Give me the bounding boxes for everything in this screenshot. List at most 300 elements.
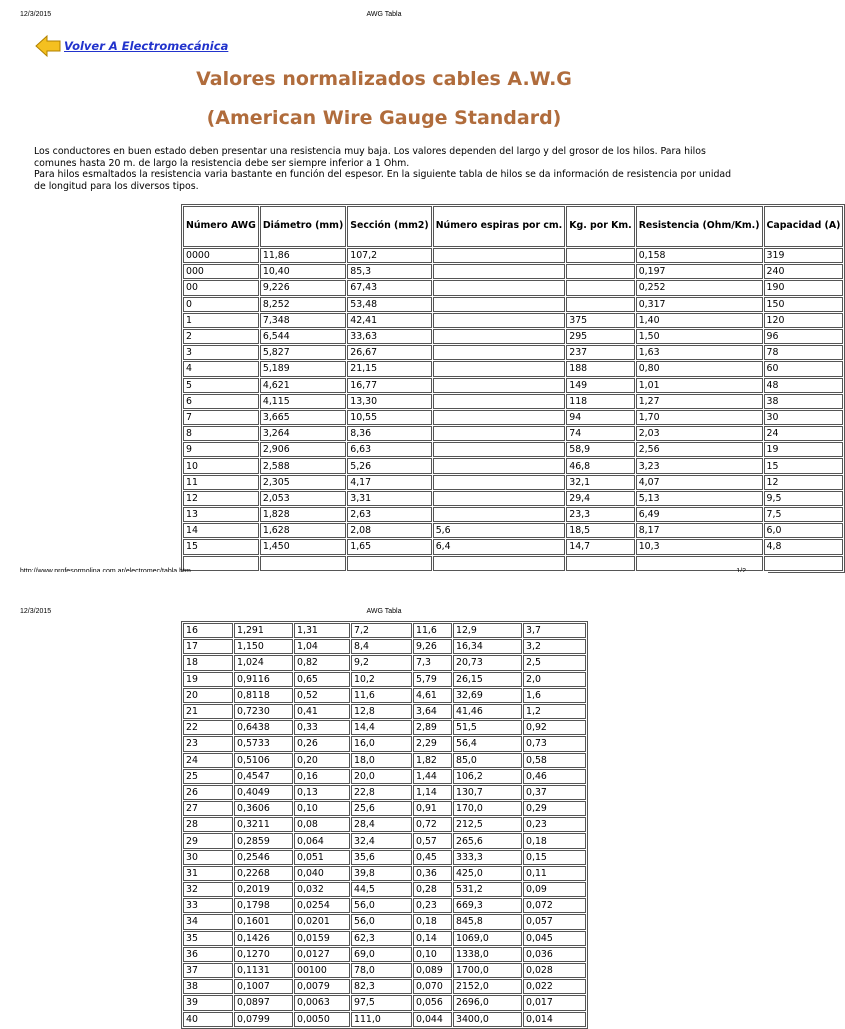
table-cell: 8,4 xyxy=(351,639,412,654)
table-cell: 22,8 xyxy=(351,785,412,800)
header-numero-awg: Número AWG xyxy=(183,206,259,247)
table-cell: 0,0201 xyxy=(294,914,350,929)
awg-table-part-2 xyxy=(181,621,588,1029)
table-cell: 25 xyxy=(183,769,233,784)
table-cell: 0,91 xyxy=(413,801,452,816)
table-cell: 19 xyxy=(764,442,844,457)
table-cell: 56,0 xyxy=(351,898,412,913)
table-row xyxy=(183,523,843,538)
table-row xyxy=(183,914,586,929)
table-cell: 0,52 xyxy=(294,688,350,703)
table-cell: 39,8 xyxy=(351,866,412,881)
header-espiras: Número espiras por cm. xyxy=(433,206,566,247)
table-cell: 9,26 xyxy=(413,639,452,654)
table-row xyxy=(183,655,586,670)
table-cell: 1,14 xyxy=(413,785,452,800)
table-cell xyxy=(764,556,844,571)
table-cell: 7,348 xyxy=(260,313,346,328)
table-cell xyxy=(566,297,634,312)
table-cell: 0,1270 xyxy=(234,947,293,962)
table-row xyxy=(183,979,586,994)
table-cell: 0,014 xyxy=(523,1012,586,1027)
table-cell: 23,3 xyxy=(566,507,634,522)
back-link-label[interactable]: Volver A Electromecánica xyxy=(64,39,229,53)
table-cell: 35 xyxy=(183,931,233,946)
table-cell: 1,150 xyxy=(234,639,293,654)
table-cell: 0,2268 xyxy=(234,866,293,881)
table-cell: 3,665 xyxy=(260,410,346,425)
table-cell: 24 xyxy=(764,426,844,441)
header-capacidad: Capacidad (A) xyxy=(764,206,844,247)
table-cell: 1,44 xyxy=(413,769,452,784)
table-cell: 12,9 xyxy=(453,623,522,638)
table-cell xyxy=(566,248,634,263)
table-row xyxy=(183,866,586,881)
table-cell: 0,46 xyxy=(523,769,586,784)
table-cell: 38 xyxy=(183,979,233,994)
table-row xyxy=(183,297,843,312)
table-cell: 0,26 xyxy=(294,736,350,751)
table-cell: 1,63 xyxy=(636,345,763,360)
table-cell: 0,0050 xyxy=(294,1012,350,1027)
table-cell: 4,07 xyxy=(636,475,763,490)
table-cell: 10,3 xyxy=(636,539,763,554)
table-cell: 20,73 xyxy=(453,655,522,670)
table-cell: 0,051 xyxy=(294,850,350,865)
table-cell: 38 xyxy=(764,394,844,409)
table-cell: 26 xyxy=(183,785,233,800)
table-cell: 0,0897 xyxy=(234,995,293,1010)
table-cell: 46,8 xyxy=(566,458,634,473)
table-cell xyxy=(433,442,566,457)
table-cell xyxy=(433,491,566,506)
table-cell: 150 xyxy=(764,297,844,312)
table-cell: 0,1131 xyxy=(234,963,293,978)
table-cell: 15 xyxy=(183,539,259,554)
table-cell: 2696,0 xyxy=(453,995,522,1010)
table-cell: 20 xyxy=(183,688,233,703)
table-cell: 2 xyxy=(183,329,259,344)
table-cell: 10,55 xyxy=(347,410,431,425)
table-row xyxy=(183,639,586,654)
table-cell: 0,58 xyxy=(523,753,586,768)
table-cell: 4 xyxy=(183,361,259,376)
print-date-2: 12/3/2015 xyxy=(20,608,52,615)
table-cell: 5,6 xyxy=(433,523,566,538)
table-cell: 0,20 xyxy=(294,753,350,768)
table-cell: 149 xyxy=(566,378,634,393)
table-cell: 106,2 xyxy=(453,769,522,784)
table-row xyxy=(183,1012,586,1027)
table-cell: 0,9116 xyxy=(234,672,293,687)
table-cell: 0,23 xyxy=(523,817,586,832)
table-row xyxy=(183,817,586,832)
table-cell: 23 xyxy=(183,736,233,751)
table-cell: 82,3 xyxy=(351,979,412,994)
table-cell: 1,291 xyxy=(234,623,293,638)
table-row xyxy=(183,426,843,441)
table-cell: 16 xyxy=(183,623,233,638)
table-cell: 11,6 xyxy=(413,623,452,638)
table-cell: 11,86 xyxy=(260,248,346,263)
table-cell: 13,30 xyxy=(347,394,431,409)
table-cell: 0,158 xyxy=(636,248,763,263)
table-row xyxy=(183,931,586,946)
table-cell: 0,8118 xyxy=(234,688,293,703)
table-cell: 22 xyxy=(183,720,233,735)
table-cell: 0,1426 xyxy=(234,931,293,946)
table-cell: 0,028 xyxy=(523,963,586,978)
table-cell: 0,28 xyxy=(413,882,452,897)
table-cell: 5 xyxy=(183,378,259,393)
table-row xyxy=(183,345,843,360)
table-cell: 0,37 xyxy=(523,785,586,800)
table-cell: 0,4049 xyxy=(234,785,293,800)
table-cell: 319 xyxy=(764,248,844,263)
table-cell xyxy=(433,556,566,571)
table-cell: 0,08 xyxy=(294,817,350,832)
table-cell: 9 xyxy=(183,442,259,457)
table-cell: 60 xyxy=(764,361,844,376)
table-cell: 35,6 xyxy=(351,850,412,865)
table-cell: 48 xyxy=(764,378,844,393)
table-cell: 26,67 xyxy=(347,345,431,360)
table-cell: 130,7 xyxy=(453,785,522,800)
table-cell: 1,40 xyxy=(636,313,763,328)
table-cell: 53,48 xyxy=(347,297,431,312)
table-cell: 0,197 xyxy=(636,264,763,279)
table-row xyxy=(183,898,586,913)
table-cell: 4,115 xyxy=(260,394,346,409)
table-cell: 14,4 xyxy=(351,720,412,735)
table-row xyxy=(183,539,843,554)
table-cell: 0,10 xyxy=(294,801,350,816)
table-cell: 2,56 xyxy=(636,442,763,457)
table-row xyxy=(183,720,586,735)
table-row xyxy=(183,769,586,784)
table-cell: 11,6 xyxy=(351,688,412,703)
table-cell: 2,588 xyxy=(260,458,346,473)
table-cell: 0,045 xyxy=(523,931,586,946)
table-cell: 375 xyxy=(566,313,634,328)
table-cell: 531,2 xyxy=(453,882,522,897)
table-row xyxy=(183,850,586,865)
table-cell: 0,070 xyxy=(413,979,452,994)
table-cell: 7,3 xyxy=(413,655,452,670)
table-row xyxy=(183,264,843,279)
table-cell xyxy=(433,394,566,409)
table-cell: 2,89 xyxy=(413,720,452,735)
table-cell: 36 xyxy=(183,947,233,962)
table-row xyxy=(183,410,843,425)
table-cell: 0,0127 xyxy=(294,947,350,962)
table-cell: 1,828 xyxy=(260,507,346,522)
table-cell: 14 xyxy=(183,523,259,538)
table-cell: 24 xyxy=(183,753,233,768)
table-cell xyxy=(433,280,566,295)
table-cell: 1,50 xyxy=(636,329,763,344)
table-cell: 212,5 xyxy=(453,817,522,832)
table-cell: 32,1 xyxy=(566,475,634,490)
table-cell: 7,5 xyxy=(764,507,844,522)
table-cell: 27 xyxy=(183,801,233,816)
table-cell: 0,73 xyxy=(523,736,586,751)
table-cell: 0,10 xyxy=(413,947,452,962)
table-cell: 2,053 xyxy=(260,491,346,506)
table-cell: 67,43 xyxy=(347,280,431,295)
table-cell xyxy=(433,426,566,441)
table-cell: 34 xyxy=(183,914,233,929)
table-cell: 1,04 xyxy=(294,639,350,654)
table-cell xyxy=(433,345,566,360)
table-cell: 0,2859 xyxy=(234,833,293,848)
table-cell xyxy=(433,507,566,522)
table-cell: 94 xyxy=(566,410,634,425)
header-diametro: Diámetro (mm) xyxy=(260,206,346,247)
table-row xyxy=(183,442,843,457)
table-cell: 0,0159 xyxy=(294,931,350,946)
table-cell: 78 xyxy=(764,345,844,360)
table-cell: 1,2 xyxy=(523,704,586,719)
table-cell: 4,8 xyxy=(764,539,844,554)
table-cell: 1,65 xyxy=(347,539,431,554)
table-cell: 14,7 xyxy=(566,539,634,554)
table-cell: 0,23 xyxy=(413,898,452,913)
table-cell: 15 xyxy=(764,458,844,473)
table-cell: 0,14 xyxy=(413,931,452,946)
table-cell: 26,15 xyxy=(453,672,522,687)
table-cell: 1338,0 xyxy=(453,947,522,962)
table-cell: 4,61 xyxy=(413,688,452,703)
table-cell: 28,4 xyxy=(351,817,412,832)
table-cell: 2,5 xyxy=(523,655,586,670)
table-cell: 29,4 xyxy=(566,491,634,506)
table-cell: 0,36 xyxy=(413,866,452,881)
table-cell: 41,46 xyxy=(453,704,522,719)
table-cell: 85,3 xyxy=(347,264,431,279)
header-kg-por-km: Kg. por Km. xyxy=(566,206,634,247)
table-row xyxy=(183,329,843,344)
table-cell xyxy=(260,556,346,571)
back-arrow-icon xyxy=(34,34,62,58)
table-row xyxy=(183,704,586,719)
table-cell: 0,65 xyxy=(294,672,350,687)
table-cell: 6,544 xyxy=(260,329,346,344)
table-cell: 0,0079 xyxy=(294,979,350,994)
table-cell: 2,29 xyxy=(413,736,452,751)
table-cell xyxy=(183,556,259,571)
table-cell: 111,0 xyxy=(351,1012,412,1027)
table-cell: 0,032 xyxy=(294,882,350,897)
table-row xyxy=(183,475,843,490)
table-cell: 2,03 xyxy=(636,426,763,441)
back-link[interactable] xyxy=(34,34,228,58)
table-cell: 0,18 xyxy=(413,914,452,929)
table-row xyxy=(183,833,586,848)
table-cell: 4,621 xyxy=(260,378,346,393)
table-cell: 0,056 xyxy=(413,995,452,1010)
table-cell: 39 xyxy=(183,995,233,1010)
table-cell: 5,827 xyxy=(260,345,346,360)
table-row xyxy=(183,313,843,328)
table-cell xyxy=(433,264,566,279)
table-cell xyxy=(433,297,566,312)
table-cell: 9,226 xyxy=(260,280,346,295)
table-cell: 0,80 xyxy=(636,361,763,376)
table-cell: 17 xyxy=(183,639,233,654)
table-body-part-2 xyxy=(183,623,586,1027)
table-cell: 0,13 xyxy=(294,785,350,800)
table-cell xyxy=(433,410,566,425)
table-cell: 0,317 xyxy=(636,297,763,312)
table-cell: 1,82 xyxy=(413,753,452,768)
table-cell xyxy=(433,248,566,263)
table-cell: 669,3 xyxy=(453,898,522,913)
table-cell: 19 xyxy=(183,672,233,687)
table-cell xyxy=(433,458,566,473)
table-cell: 30 xyxy=(183,850,233,865)
table-cell: 20,0 xyxy=(351,769,412,784)
table-cell: 16,77 xyxy=(347,378,431,393)
table-cell: 00 xyxy=(183,280,259,295)
table-cell: 0,7230 xyxy=(234,704,293,719)
table-cell xyxy=(566,556,634,571)
table-row xyxy=(183,947,586,962)
table-cell: 6 xyxy=(183,394,259,409)
table-cell: 6,49 xyxy=(636,507,763,522)
table-cell: 0,1601 xyxy=(234,914,293,929)
table-cell: 85,0 xyxy=(453,753,522,768)
table-row xyxy=(183,963,586,978)
intro-paragraph-2: Para hilos esmaltados la resistencia varia bastante en función del espesor. En la siguiente tabla de hilos se da información de resistencia por unidad de longitud para los diversos tipos. xyxy=(34,169,732,192)
table-row xyxy=(183,280,843,295)
table-cell: 0,022 xyxy=(523,979,586,994)
table-cell xyxy=(566,264,634,279)
table-cell: 170,0 xyxy=(453,801,522,816)
print-page-2 xyxy=(0,602,768,1024)
table-cell: 240 xyxy=(764,264,844,279)
table-cell: 7 xyxy=(183,410,259,425)
table-row xyxy=(183,995,586,1010)
table-row xyxy=(183,688,586,703)
table-cell: 21,15 xyxy=(347,361,431,376)
table-cell xyxy=(433,361,566,376)
table-cell: 3,23 xyxy=(636,458,763,473)
table-row xyxy=(183,736,586,751)
table-cell: 42,41 xyxy=(347,313,431,328)
table-cell: 5,189 xyxy=(260,361,346,376)
table-cell: 0,0063 xyxy=(294,995,350,1010)
table-cell: 25,6 xyxy=(351,801,412,816)
table-cell xyxy=(433,475,566,490)
table-cell: 0,3606 xyxy=(234,801,293,816)
table-cell: 0,5733 xyxy=(234,736,293,751)
table-cell: 8,17 xyxy=(636,523,763,538)
table-cell: 12 xyxy=(764,475,844,490)
table-cell: 0,5106 xyxy=(234,753,293,768)
table-cell: 295 xyxy=(566,329,634,344)
table-cell: 0,3211 xyxy=(234,817,293,832)
table-cell: 0,41 xyxy=(294,704,350,719)
table-cell: 56,4 xyxy=(453,736,522,751)
table-cell: 5,79 xyxy=(413,672,452,687)
page-gap xyxy=(0,572,768,602)
table-cell: 0,2546 xyxy=(234,850,293,865)
table-cell: 0,92 xyxy=(523,720,586,735)
table-cell: 0,09 xyxy=(523,882,586,897)
table-cell: 3400,0 xyxy=(453,1012,522,1027)
table-cell: 0,017 xyxy=(523,995,586,1010)
page2-content xyxy=(0,619,768,1024)
table-cell xyxy=(433,313,566,328)
table-cell: 96 xyxy=(764,329,844,344)
table-cell: 0,16 xyxy=(294,769,350,784)
table-cell xyxy=(347,556,431,571)
table-cell: 3,64 xyxy=(413,704,452,719)
table-cell: 425,0 xyxy=(453,866,522,881)
table-cell: 0,089 xyxy=(413,963,452,978)
table-body-part-1 xyxy=(183,248,843,571)
table-cell: 0,072 xyxy=(523,898,586,913)
table-cell: 11 xyxy=(183,475,259,490)
table-row xyxy=(183,361,843,376)
table-cell: 1,31 xyxy=(294,623,350,638)
table-cell: 2,08 xyxy=(347,523,431,538)
table-cell: 33,63 xyxy=(347,329,431,344)
table-cell: 51,5 xyxy=(453,720,522,735)
table-cell: 9,2 xyxy=(351,655,412,670)
table-row xyxy=(183,248,843,263)
table-cell: 1,70 xyxy=(636,410,763,425)
table-cell: 56,0 xyxy=(351,914,412,929)
table-cell: 3 xyxy=(183,345,259,360)
page-title: Valores normalizados cables A.W.G xyxy=(196,68,572,90)
table-cell: 1,628 xyxy=(260,523,346,538)
table-cell: 18,0 xyxy=(351,753,412,768)
table-cell xyxy=(566,280,634,295)
table-cell: 40 xyxy=(183,1012,233,1027)
table-cell: 0,044 xyxy=(413,1012,452,1027)
table-cell: 44,5 xyxy=(351,882,412,897)
table-cell: 3,7 xyxy=(523,623,586,638)
table-cell: 3,31 xyxy=(347,491,431,506)
table-cell: 16,0 xyxy=(351,736,412,751)
table-cell: 0,057 xyxy=(523,914,586,929)
table-row xyxy=(183,785,586,800)
table-cell: 9,5 xyxy=(764,491,844,506)
header-resistencia: Resistencia (Ohm/Km.) xyxy=(636,206,763,247)
table-cell: 0,57 xyxy=(413,833,452,848)
table-cell: 1069,0 xyxy=(453,931,522,946)
table-cell: 69,0 xyxy=(351,947,412,962)
table-cell: 0,72 xyxy=(413,817,452,832)
table-cell: 845,8 xyxy=(453,914,522,929)
intro-paragraph-1: Los conductores en buen estado deben presentar una resistencia muy baja. Los valores dependen del largo y del grosor de los hilos. Para hilos comunes hasta 20 m. de largo la resistencia debe ser siempre inferior a 1 Ohm. xyxy=(34,146,706,169)
table-cell: 16,34 xyxy=(453,639,522,654)
table-cell: 6,63 xyxy=(347,442,431,457)
table-cell: 31 xyxy=(183,866,233,881)
table-row xyxy=(183,378,843,393)
table-cell: 00100 xyxy=(294,963,350,978)
table-cell: 0,064 xyxy=(294,833,350,848)
print-date: 12/3/2015 xyxy=(20,11,52,18)
table-cell: 8 xyxy=(183,426,259,441)
table-cell: 2,906 xyxy=(260,442,346,457)
table-cell: 10,40 xyxy=(260,264,346,279)
table-cell: 0,6438 xyxy=(234,720,293,735)
table-cell: 237 xyxy=(566,345,634,360)
table-cell: 333,3 xyxy=(453,850,522,865)
